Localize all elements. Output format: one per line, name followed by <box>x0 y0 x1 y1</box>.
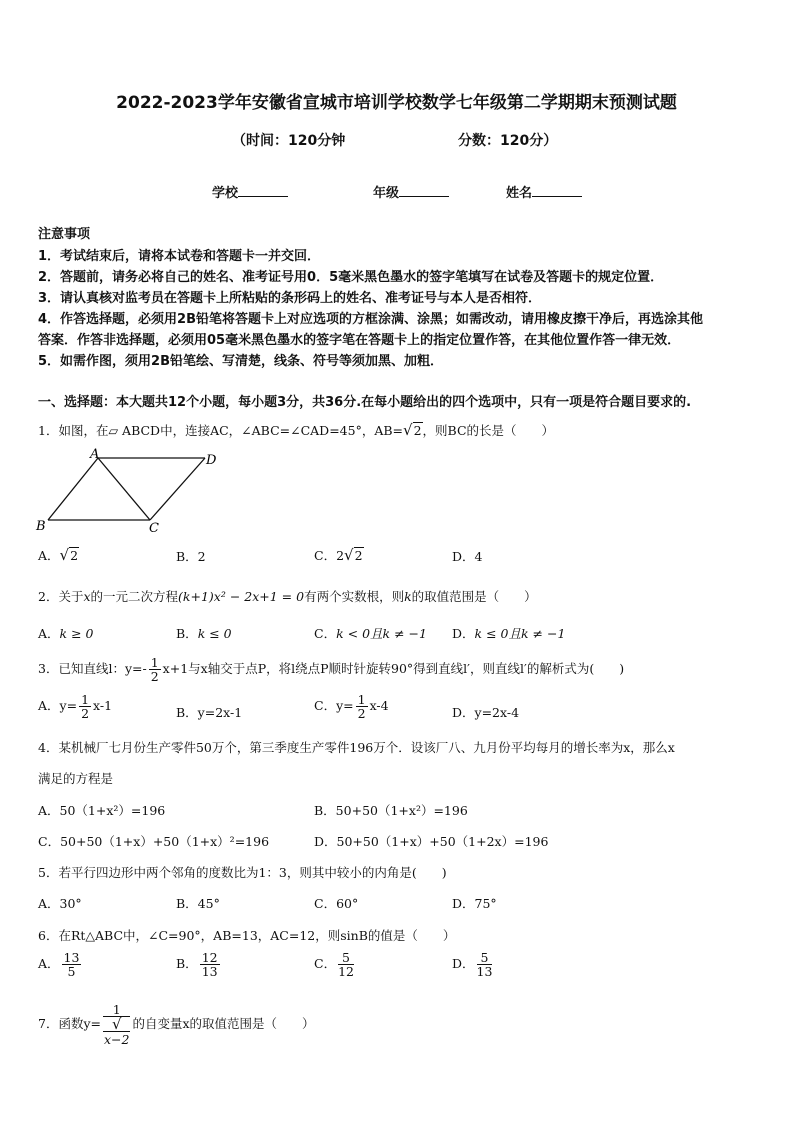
edge-cd <box>150 458 205 520</box>
sqrt-icon: √ <box>111 1015 122 1034</box>
grade-blank <box>399 184 449 197</box>
q3-option-d[interactable]: D．y=2x-4 <box>452 705 520 720</box>
q3-text-b: x+1与x轴交于点P，将l绕点P顺时针旋转90°得到直线l′，则直线l′的解析式为( ) <box>162 661 625 677</box>
note-item: 答案．作答非选择题，必须用05毫米黑色墨水的签字笔在答题卡上的指定位置作答，在其他位置作答一律无效． <box>38 333 681 348</box>
notes-heading: 注意事项 <box>38 227 91 242</box>
q3-option-c[interactable] <box>314 693 389 720</box>
sqrt-icon: √ <box>59 546 70 564</box>
q5-option-a[interactable]: A．30° <box>38 896 82 911</box>
q6-d-den: 13 <box>476 964 493 980</box>
q2-b-label: B． <box>176 626 198 641</box>
q3-c-pre: C．y= <box>314 698 354 714</box>
q2-d-math: k ≤ 0且k ≠ −1 <box>474 626 566 641</box>
q3-c-post: x-4 <box>369 698 389 714</box>
q6-c-den: 12 <box>338 964 354 980</box>
q2-var-x: x <box>83 589 91 604</box>
q6-a-label: A． <box>38 956 60 972</box>
note-item: 3．请认真核对监考员在答题卡上所粘贴的条形码上的姓名、准考证号与本人是否相符． <box>38 291 542 306</box>
q1-a-label: A． <box>38 548 60 563</box>
grade-field <box>373 182 449 201</box>
q5-option-b[interactable]: B．45° <box>176 896 220 911</box>
q3-c-den: 2 <box>357 706 366 722</box>
q4-option-c[interactable]: C．50+50（1+x）+50（1+x）²=196 <box>38 834 270 849</box>
q7-text-b: 的自变量x的取值范围是（ ） <box>132 1016 315 1031</box>
time-info: （时间：120分钟 <box>232 133 346 149</box>
q7-num: 1 <box>103 1003 130 1017</box>
q6-option-d[interactable] <box>452 951 494 978</box>
q6-a-den: 5 <box>67 964 76 980</box>
label-c: C <box>149 521 159 536</box>
q3-a-num: 1 <box>81 692 90 707</box>
q1-text-b: ，则BC的长是（ ） <box>422 423 555 438</box>
q1-option-b[interactable]: B．2 <box>176 549 206 564</box>
edge-ba <box>48 458 98 520</box>
q1-text-a: 1．如图，在▱ ABCD中，连接AC，∠ABC=∠CAD=45°，AB= <box>38 423 404 438</box>
q1-sqrt-value: 2 <box>413 423 422 438</box>
q6-a-num: 13 <box>63 950 80 965</box>
q3-frac-den: 2 <box>150 669 159 685</box>
q6-b-num: 12 <box>201 950 218 965</box>
note-item: 2．答题前，请务必将自己的姓名、准考证号用0．5毫米黑色墨水的签字笔填写在试卷及答题卡的规定位置． <box>38 270 664 285</box>
q2-text-a: 2．关于 <box>38 589 84 604</box>
q4-line-2: 满足的方程是 <box>38 771 114 786</box>
q2-c-label: C． <box>314 626 337 641</box>
q2-option-c[interactable] <box>314 624 427 642</box>
q2-option-d[interactable] <box>452 624 565 642</box>
q3-option-a[interactable] <box>38 693 112 720</box>
name-field <box>506 182 582 201</box>
q2-text-d: 的取值范围是（ ） <box>411 589 537 604</box>
q4-option-d[interactable]: D．50+50（1+x）+50（1+2x）=196 <box>314 834 549 849</box>
q6-c-label: C． <box>314 956 337 972</box>
q3-option-b[interactable]: B．y=2x-1 <box>176 705 243 720</box>
q6-d-label: D． <box>452 956 475 972</box>
q5-option-c[interactable]: C．60° <box>314 896 359 911</box>
q3-a-pre: A．y= <box>38 698 78 714</box>
label-a: A <box>90 448 100 462</box>
q2-c-math: k < 0且k ≠ −1 <box>336 626 427 641</box>
q6-c-fraction <box>338 951 354 978</box>
label-d: D <box>206 453 217 468</box>
q2-option-b[interactable] <box>176 624 232 642</box>
q6-d-fraction <box>477 951 493 978</box>
q2-option-a[interactable] <box>38 624 93 642</box>
q2-a-math: k ≥ 0 <box>59 626 94 641</box>
question-6: 6．在Rt△ABC中，∠C=90°，AB=13，AC=12，则sinB的值是（ ） <box>38 928 456 943</box>
q4-line-1: 4．某机械厂七月份生产零件50万个，第三季度生产零件196万个．设该厂八、九月份平均每月的增长率为x，那么x <box>38 740 675 755</box>
q3-a-post: x-1 <box>93 698 113 714</box>
q6-option-c[interactable] <box>314 951 356 978</box>
score-info: 分数：120分） <box>458 133 558 149</box>
q3-frac-num: 1 <box>150 655 159 670</box>
sqrt-icon: √ <box>403 421 413 439</box>
question-5: 5．若平行四边形中两个邻角的度数比为1：3，则其中较小的内角是( ) <box>38 865 447 880</box>
school-field <box>212 182 288 201</box>
q1-a-sqrt: 2 <box>70 548 79 563</box>
question-1 <box>38 421 554 439</box>
label-b: B <box>36 519 46 534</box>
q4-option-a[interactable]: A．50（1+x²）=196 <box>38 803 166 818</box>
grade-label: 年级 <box>373 186 400 201</box>
diagonal-ac <box>98 458 150 520</box>
note-item: 1．考试结束后，请将本试卷和答题卡一并交回． <box>38 249 321 264</box>
note-item: 4．作答选择题，必须用2B铅笔将答题卡上对应选项的方框涂满、涂黑；如需改动，请用橡皮擦干净后，再选涂其他 <box>38 312 704 327</box>
school-blank <box>238 184 288 197</box>
q2-a-label: A． <box>38 626 60 641</box>
q6-c-num: 5 <box>338 951 354 965</box>
q6-d-num: 5 <box>477 951 493 965</box>
parallelogram-figure <box>30 448 230 538</box>
q1-c-label: C．2 <box>314 548 345 563</box>
q6-b-fraction <box>200 951 220 978</box>
q1-option-a[interactable] <box>38 546 79 564</box>
q7-text-a: 7．函数y= <box>38 1016 101 1031</box>
name-label: 姓名 <box>506 186 533 201</box>
q2-text-b: 的一元二次方程 <box>90 589 179 604</box>
q1-option-c[interactable] <box>314 546 364 564</box>
question-2 <box>38 587 537 605</box>
q6-b-label: B． <box>176 956 198 972</box>
section-heading: 一、选择题：本大题共12个小题，每小题3分，共36分.在每小题给出的四个选项中，只有一项是符合题目要求的. <box>38 395 692 410</box>
q3-a-fraction <box>79 693 91 720</box>
q5-option-d[interactable]: D．75° <box>452 896 497 911</box>
question-7 <box>38 1003 315 1046</box>
q2-equation: (k+1)x² − 2x+1 = 0 <box>178 589 305 604</box>
q1-c-sqrt: 2 <box>354 548 363 563</box>
q6-b-den: 13 <box>201 964 218 980</box>
q7-den <box>103 1017 130 1046</box>
q6-option-b[interactable] <box>176 951 222 978</box>
q7-fraction <box>103 1003 130 1046</box>
q2-b-math: k ≤ 0 <box>197 626 232 641</box>
sqrt-icon: √ <box>344 546 354 564</box>
q3-fraction <box>149 656 161 683</box>
school-label: 学校 <box>212 186 239 201</box>
q3-c-fraction <box>356 693 368 720</box>
q3-c-num: 1 <box>357 692 366 707</box>
q3-a-den: 2 <box>81 706 90 722</box>
q6-a-fraction <box>62 951 82 978</box>
q4-option-b[interactable]: B．50+50（1+x²）=196 <box>314 803 468 818</box>
q2-text-c: 有两个实数根，则 <box>304 589 405 604</box>
q6-option-a[interactable] <box>38 951 83 978</box>
q2-d-label: D． <box>452 626 475 641</box>
q1-option-d[interactable]: D．4 <box>452 549 483 564</box>
q2-var-k: k <box>404 589 412 604</box>
question-3 <box>38 656 624 683</box>
name-blank <box>532 184 582 197</box>
page-title: 2022-2023学年安徽省宣城市培训学校数学七年级第二学期期末预测试题 <box>116 93 677 113</box>
note-item: 5．如需作图，须用2B铅笔绘、写清楚，线条、符号等须加黑、加粗． <box>38 354 443 369</box>
q7-den-sqrt: x−2 <box>104 1031 130 1047</box>
q3-text-a: 3．已知直线l：y=- <box>38 661 147 677</box>
